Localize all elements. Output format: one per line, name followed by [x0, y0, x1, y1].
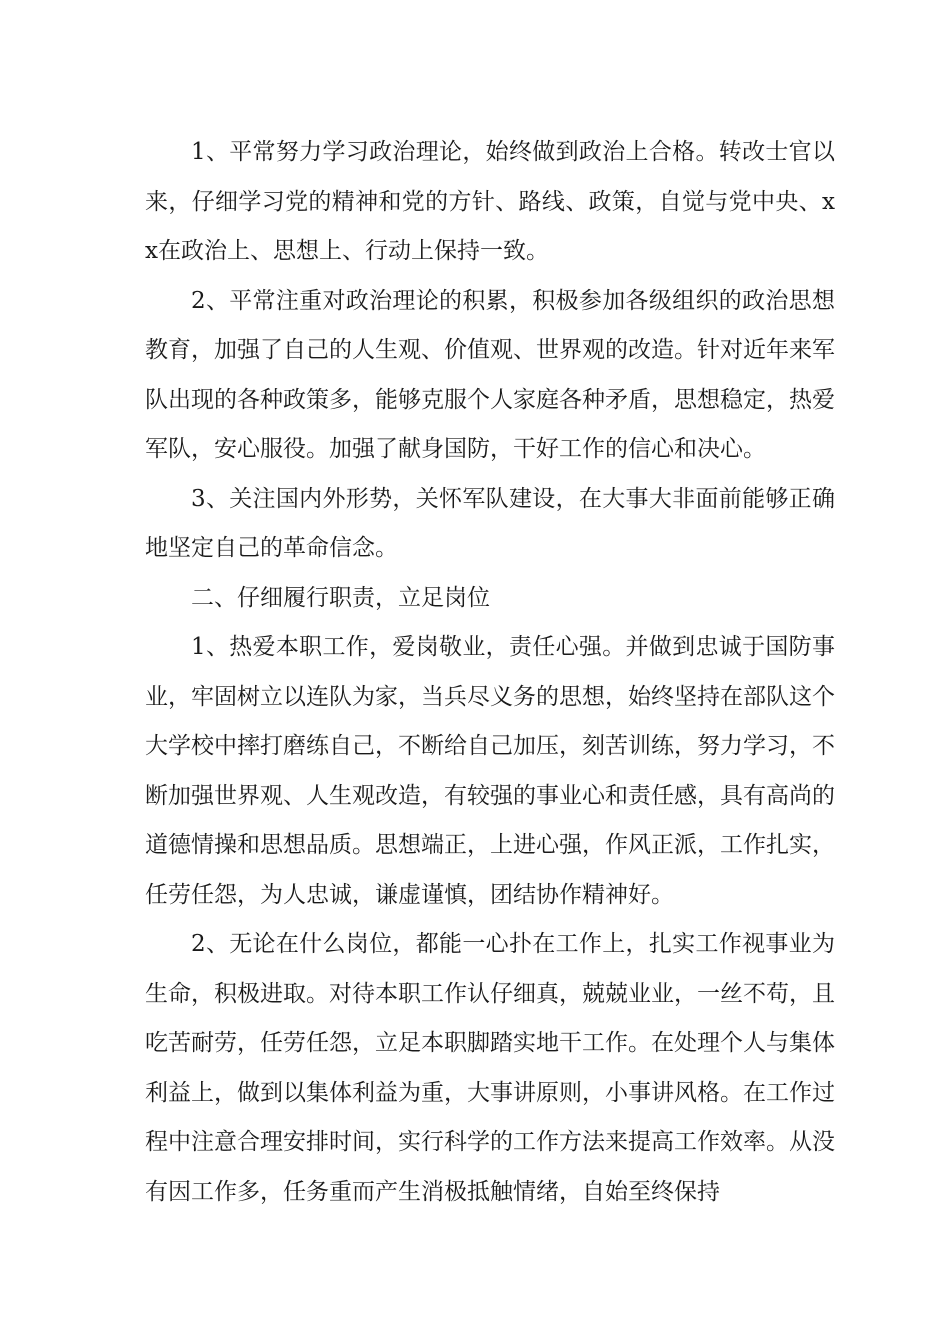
paragraph-dedication: 2、无论在什么岗位，都能一心扑在工作上，扎实工作视事业为生命，积极进取。对待本职工作认仔细真，兢兢业业，一丝不苟，且吃苦耐劳，任劳任怨，立足本职脚踏实地干工作。在处理个人与集体利益上，做到以集体利益为重，大事讲原则，小事讲风格。在工作过程中注意合理安排时间，实行科学的工作方法来提高工作效率。从没有因工作多，任务重而产生消极抵触情绪，自始至终保持 [145, 931, 835, 1205]
paragraph-political-study: 1、平常努力学习政治理论，始终做到政治上合格。转改士官以来，仔细学习党的精神和党的方针、路线、政策，自觉与党中央、xx在政治上、思想上、行动上保持一致。 [145, 139, 835, 264]
paragraph-situation-awareness: 3、关注国内外形势，关怀军队建设，在大事大非面前能够正确地坚定自己的革命信念。 [145, 485, 835, 561]
paragraph-theory-accumulation: 2、平常注重对政治理论的积累，积极参加各级组织的政治思想教育，加强了自己的人生观、价值观、世界观的改造。针对近年来军队出现的各种政策多，能够克服个人家庭各种矛盾，思想稳定，热爱军队，安心服役。加强了献身国防，干好工作的信心和决心。 [145, 287, 835, 462]
paragraph-love-of-work: 1、热爱本职工作，爱岗敬业，责任心强。并做到忠诚于国防事业，牢固树立以连队为家，当兵尽义务的思想，始终坚持在部队这个大学校中摔打磨练自己，不断给自己加压，刻苦训练，努力学习，不断加强世界观、人生观改造，有较强的事业心和责任感，具有高尚的道德情操和思想品质。思想端正，上进心强，作风正派，工作扎实，任劳任怨，为人忠诚，谦虚谨慎，团结协作精神好。 [145, 634, 835, 908]
section-heading-duties: 二、仔细履行职责，立足岗位 [191, 584, 490, 611]
document-body [145, 128, 835, 1217]
